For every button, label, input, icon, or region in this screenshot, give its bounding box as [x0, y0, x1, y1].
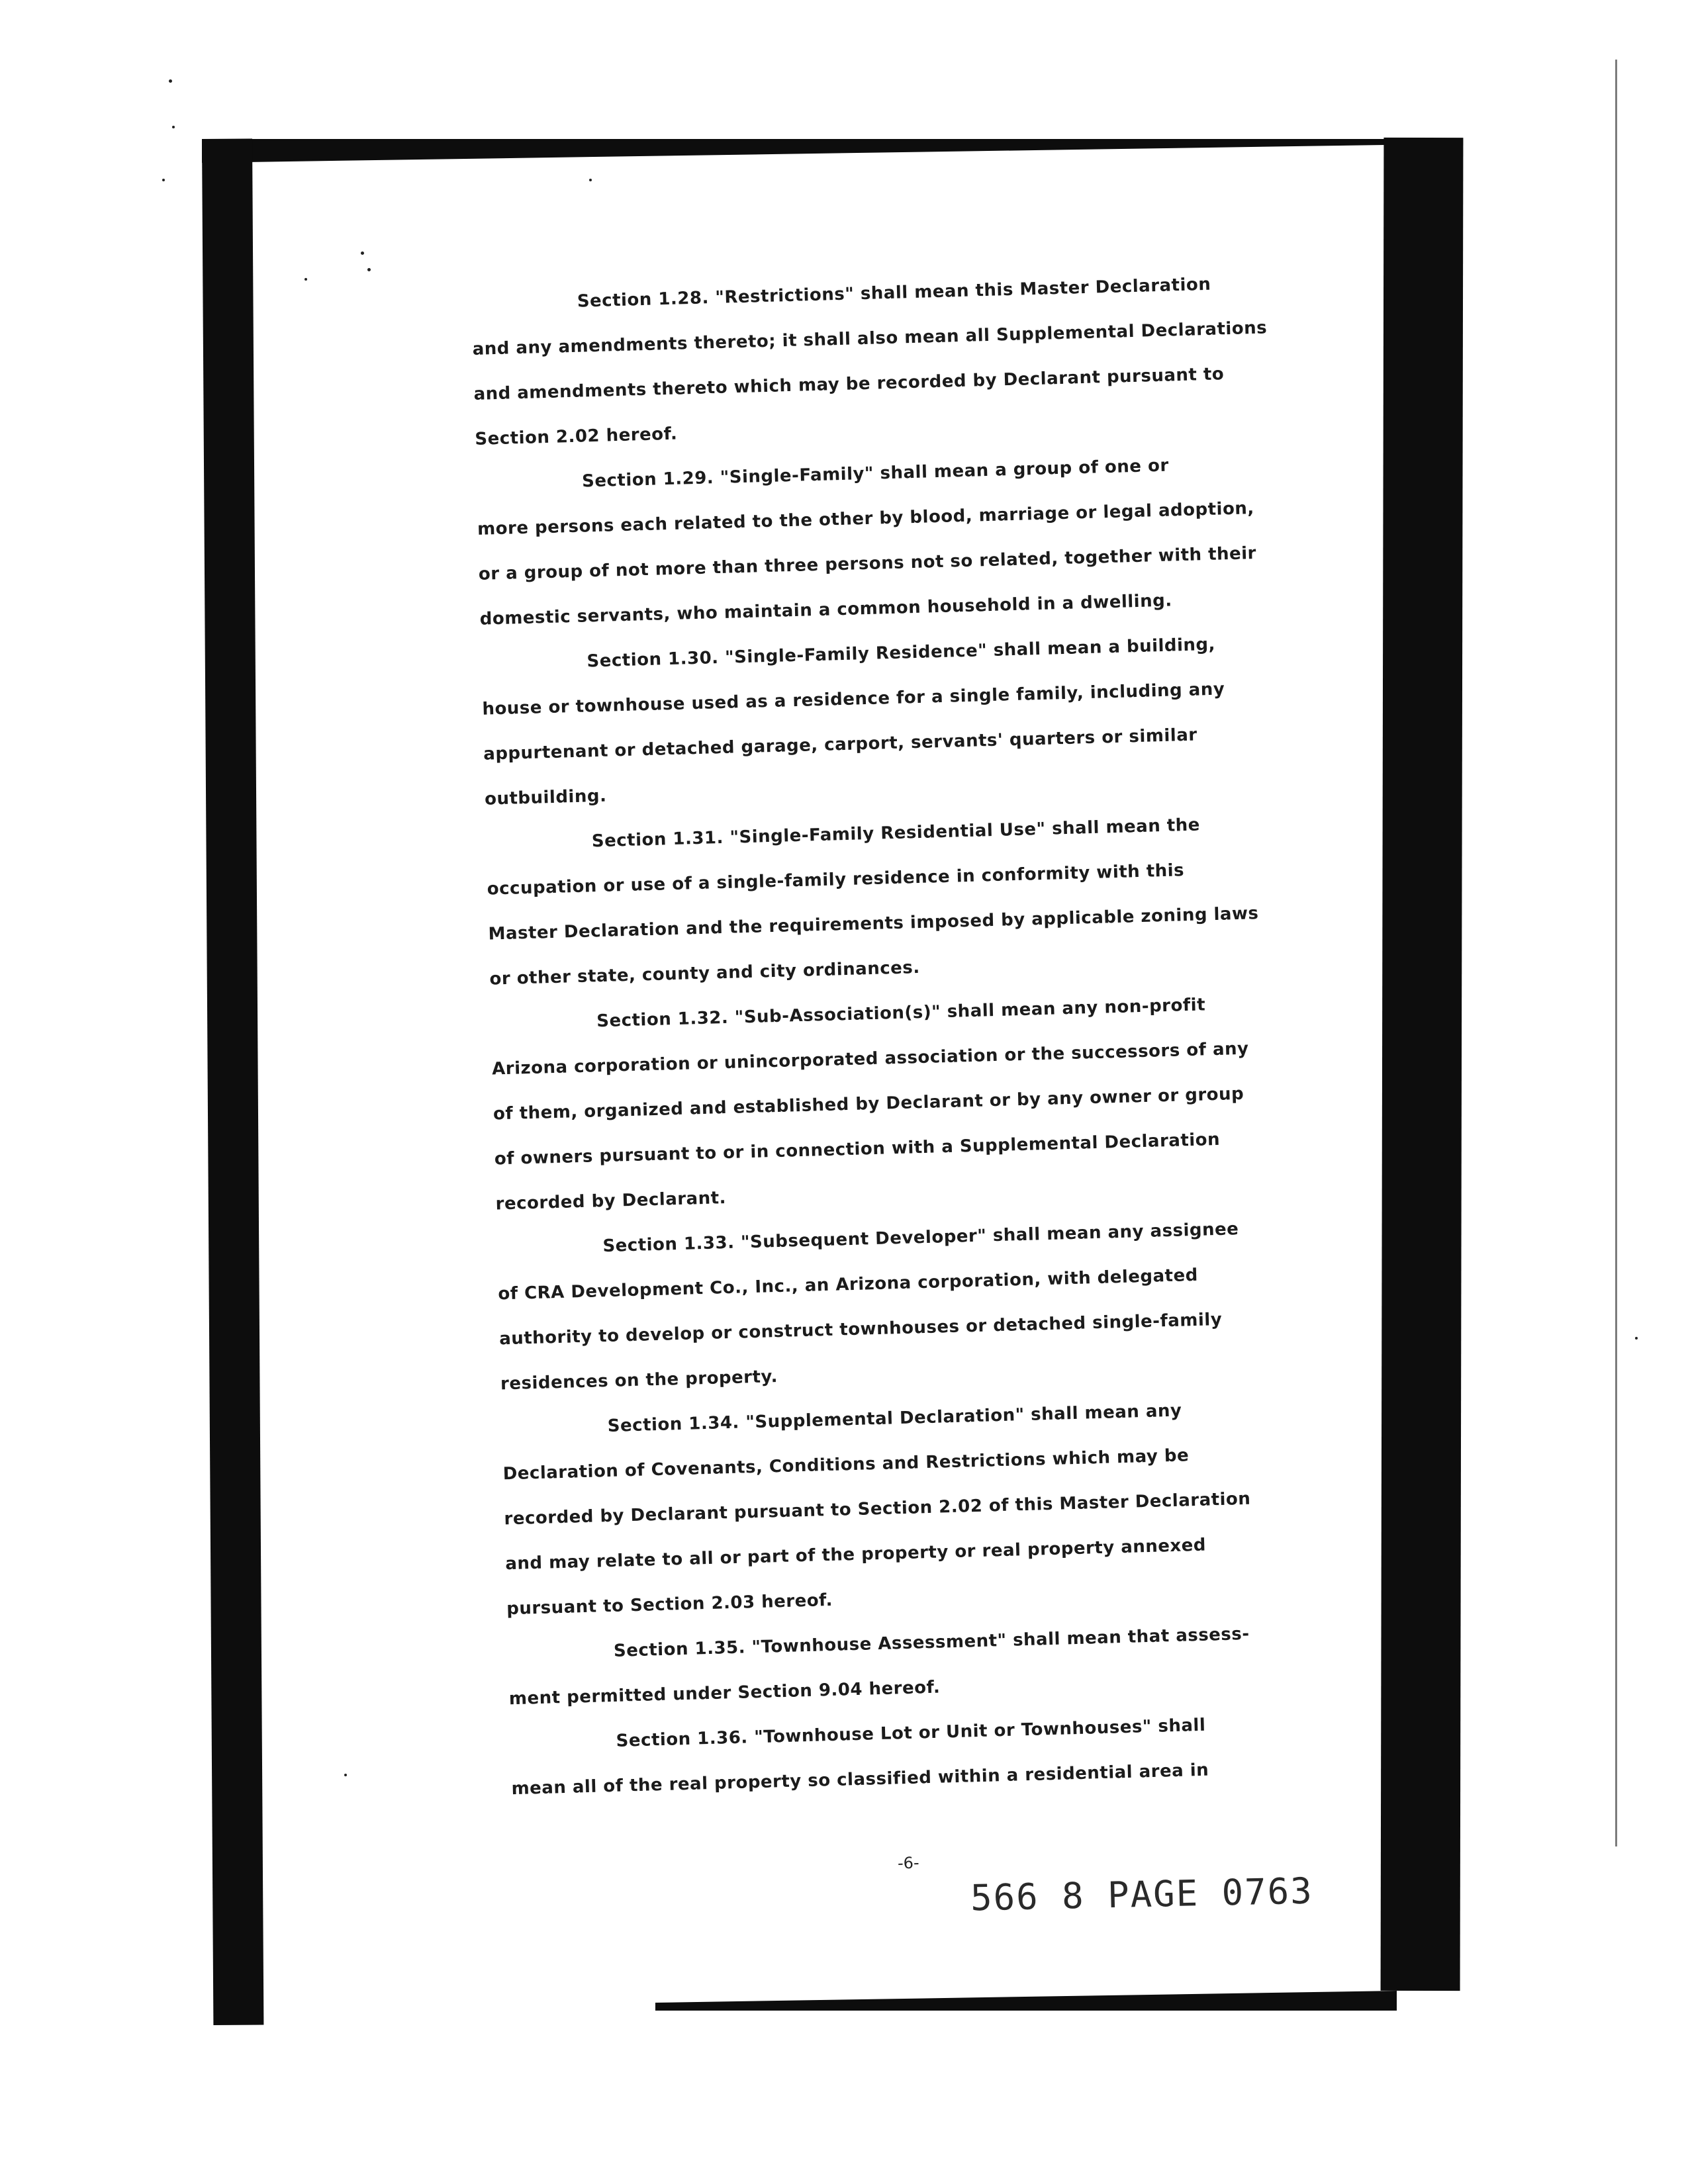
document-page [252, 163, 1382, 2016]
text-line: Section 1.30. "Single-Family Residence" shall mean a building, [586, 634, 1216, 672]
text-line: appurtenant or detached garage, carport, servants' quarters or similar [483, 725, 1197, 764]
text-line: and any amendments thereto; it shall also mean all Supplemental Declarations [472, 318, 1268, 359]
text-line: or other state, county and city ordinances. [489, 958, 921, 989]
text-line: Section 2.02 hereof. [475, 424, 678, 449]
text-line: outbuilding. [484, 786, 607, 809]
scan-speck [1635, 1337, 1638, 1340]
definition-section-1-30 [481, 619, 1319, 822]
text-line: Arizona corporation or unincorporated association or the successors of any [491, 1038, 1249, 1079]
text-line: Section 1.31. "Single-Family Residential Use" shall mean the [591, 815, 1201, 852]
scan-speck [169, 79, 172, 83]
definition-section-1-29 [475, 439, 1314, 642]
text-line: authority to develop or construct townhouses or detached single-family [498, 1309, 1223, 1349]
text-line: more persons each related to the other by blood, marriage or legal adoption, [477, 498, 1255, 539]
scan-edge-line [1615, 60, 1617, 1846]
text-line: recorded by Declarant pursuant to Section 2.02 of this Master Declaration [504, 1488, 1251, 1529]
text-line: occupation or use of a single-family residence in conformity with this [487, 860, 1185, 899]
text-line: Section 1.32. "Sub-Association(s)" shall mean any non-profit [596, 995, 1206, 1032]
scan-border-right [1381, 138, 1464, 1991]
text-line: mean all of the real property so classified within a residential area in [511, 1760, 1209, 1799]
text-line: pursuant to Section 2.03 hereof. [506, 1590, 833, 1619]
document-body [471, 259, 1346, 1811]
text-line: Section 1.33. "Subsequent Developer" shall mean any assignee [602, 1219, 1239, 1257]
text-line: residences on the property. [500, 1367, 778, 1394]
text-line: Master Declaration and the requirements imposed by applicable zoning laws [488, 903, 1259, 944]
text-line: Section 1.34. "Supplemental Declaration" shall mean any [607, 1400, 1182, 1437]
definition-section-1-34 [501, 1384, 1341, 1631]
text-line: Section 1.29. "Single-Family" shall mean a group of one or [581, 455, 1170, 492]
scan-speck [172, 126, 175, 128]
definition-section-1-31 [485, 799, 1324, 1002]
text-line: Section 1.28. "Restrictions" shall mean this Master Declaration [577, 274, 1211, 312]
text-line: Declaration of Covenants, Conditions and Restrictions which may be [502, 1445, 1190, 1484]
text-line: recorded by Declarant. [495, 1188, 727, 1214]
text-line: Section 1.36. "Townhouse Lot or Unit or Townhouses" shall [616, 1715, 1206, 1751]
definition-section-1-33 [496, 1204, 1335, 1406]
scan-border-top [202, 139, 1463, 163]
text-line: of owners pursuant to or in connection with a Supplemental Declaration [494, 1129, 1221, 1169]
text-line: domestic servants, who maintain a common household in a dwelling. [479, 590, 1173, 629]
scan-speck [162, 179, 165, 181]
text-line: house or townhouse used as a residence for a single family, including any [482, 679, 1225, 719]
text-line: ment permitted under Section 9.04 hereof. [508, 1677, 941, 1709]
definition-section-1-32 [490, 979, 1330, 1227]
page-number: -6- [897, 1853, 919, 1873]
text-line: of CRA Development Co., Inc., an Arizona corporation, with delegated [497, 1265, 1199, 1304]
definition-section-1-28 [471, 259, 1309, 462]
text-line: of them, organized and established by Declarant or by any owner or group [492, 1083, 1244, 1124]
text-line: Section 1.35. "Townhouse Assessment" shall mean that assess- [613, 1623, 1250, 1661]
text-line: and amendments thereto which may be recorded by Declarant pursuant to [473, 364, 1225, 404]
recording-stamp: 566 8 PAGE 0763 [970, 1870, 1314, 1919]
text-line: or a group of not more than three persons not so related, together with their [478, 543, 1257, 584]
text-line: and may relate to all or part of the property or real property annexed [505, 1535, 1207, 1574]
